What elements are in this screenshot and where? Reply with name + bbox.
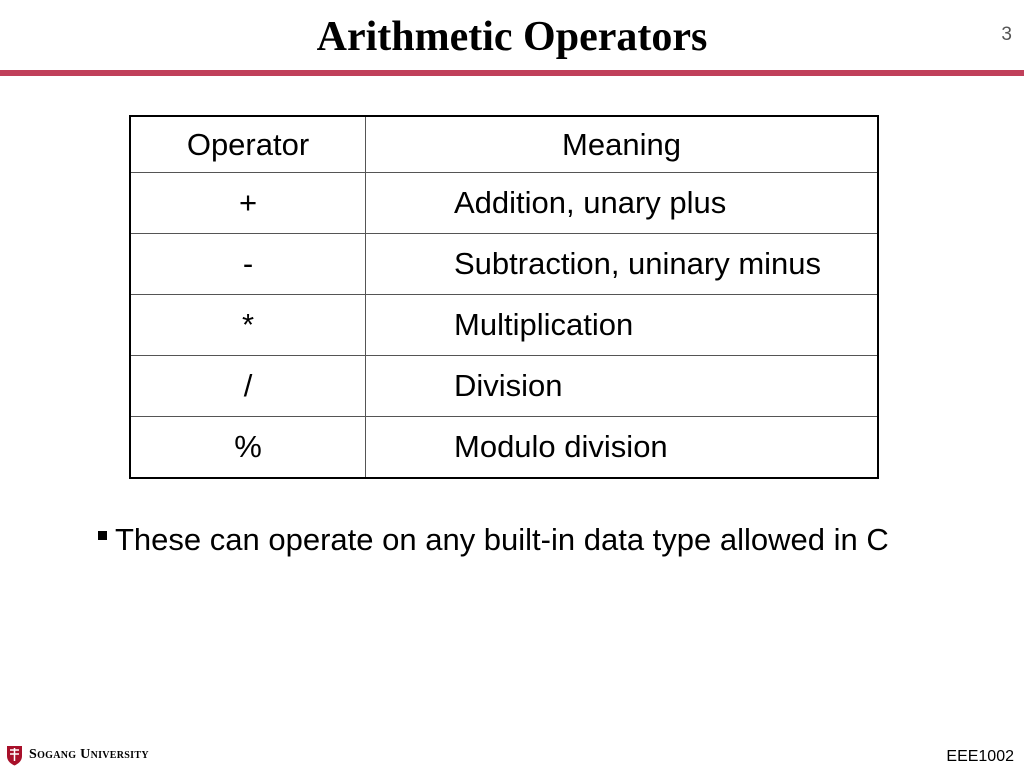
- meaning-cell: Subtraction, uninary minus: [366, 234, 879, 295]
- header-meaning: Meaning: [366, 116, 879, 173]
- table-row: [130, 417, 878, 479]
- university-name: Sogang University: [29, 747, 149, 762]
- meaning-cell: Division: [366, 356, 879, 417]
- slide-title: Arithmetic Operators: [316, 14, 708, 60]
- meaning-cell: Modulo division: [366, 417, 879, 479]
- bullet-point: [98, 520, 998, 560]
- operator-cell: %: [130, 417, 366, 479]
- meaning-cell: Multiplication: [366, 295, 879, 356]
- header-operator: Operator: [130, 116, 366, 173]
- table-header-row: [130, 116, 878, 173]
- meaning-cell: Addition, unary plus: [366, 173, 879, 234]
- operator-cell: +: [130, 173, 366, 234]
- operator-cell: /: [130, 356, 366, 417]
- table-row: [130, 295, 878, 356]
- operator-cell: -: [130, 234, 366, 295]
- table-row: [130, 356, 878, 417]
- university-logo: [6, 744, 149, 766]
- course-code: EEE1002: [946, 748, 1014, 765]
- title-divider: [0, 70, 1024, 76]
- square-bullet-icon: [98, 531, 107, 540]
- slide-number: 3: [1001, 24, 1012, 45]
- university-crest-icon: [6, 745, 23, 766]
- bullet-text: These can operate on any built-in data type allowed in C: [115, 522, 889, 557]
- table-row: [130, 234, 878, 295]
- operator-cell: *: [130, 295, 366, 356]
- table-row: [130, 173, 878, 234]
- operators-table: [129, 115, 879, 479]
